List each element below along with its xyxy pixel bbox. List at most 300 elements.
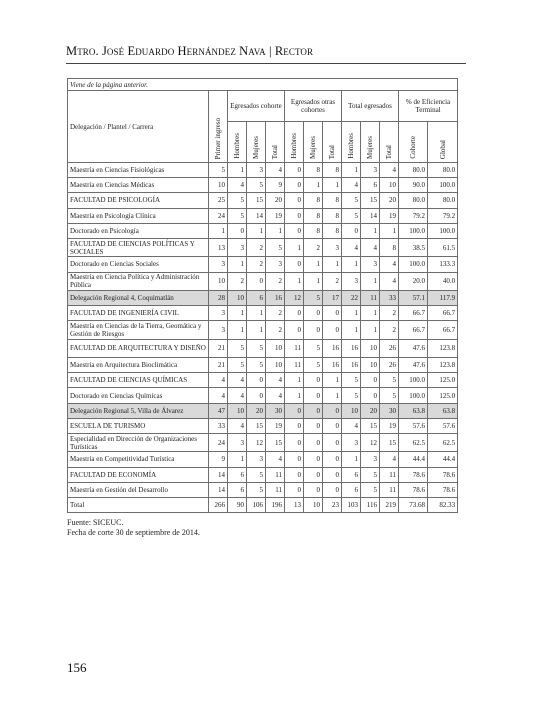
row-value: 5 (342, 388, 361, 403)
row-value: 0 (304, 403, 323, 418)
row-value: 0 (304, 467, 323, 482)
row-value: 4 (228, 373, 247, 388)
row-value: 0 (323, 403, 342, 418)
row-value: 47.6 (399, 358, 428, 373)
row-value: 8 (304, 163, 323, 178)
row-value: 5 (247, 178, 266, 193)
row-label: FACULTAD DE CIENCIAS QUÍMICAS (68, 373, 209, 388)
row-value: 5 (342, 373, 361, 388)
row-label: Maestría en Competitividad Turística (68, 452, 209, 467)
row-value: 5 (247, 358, 266, 373)
row-value: 80.0 (428, 163, 458, 178)
row-value: 116 (361, 497, 380, 512)
row-value: 90 (228, 497, 247, 512)
table-row (68, 467, 458, 482)
row-value: 26 (380, 339, 399, 357)
row-value: 0 (285, 193, 304, 208)
row-value: 57.6 (399, 418, 428, 433)
row-value: 5 (228, 193, 247, 208)
row-value: 0 (285, 403, 304, 418)
row-value: 30 (380, 403, 399, 418)
row-value: 61.5 (428, 238, 458, 256)
graduates-table (67, 78, 458, 513)
row-value: 0 (247, 272, 266, 290)
row-value: 5 (209, 163, 228, 178)
row-value: 196 (266, 497, 285, 512)
row-value: 1 (228, 452, 247, 467)
row-value: 5 (342, 193, 361, 208)
row-value: 0 (342, 223, 361, 238)
row-value: 1 (228, 257, 247, 272)
row-value: 0 (247, 373, 266, 388)
row-value: 0 (285, 321, 304, 339)
row-value: 10 (361, 358, 380, 373)
row-value: 15 (361, 193, 380, 208)
row-value: 4 (380, 163, 399, 178)
row-label: Doctorado en Ciencias Químicas (68, 388, 209, 403)
row-label: Especialidad en Dirección de Organizaciones Turísticas (68, 434, 209, 452)
row-value: 66.7 (399, 306, 428, 321)
row-value: 44.4 (399, 452, 428, 467)
row-value: 4 (380, 272, 399, 290)
row-value: 1 (304, 272, 323, 290)
header-egresados-otras: Egresados otras cohortes (285, 91, 342, 122)
row-value: 10 (228, 290, 247, 305)
row-value: 63.8 (399, 403, 428, 418)
row-label: ESCUELA DE TURISMO (68, 418, 209, 433)
row-value: 80.0 (399, 163, 428, 178)
row-value: 2 (380, 306, 399, 321)
row-value: 13 (285, 497, 304, 512)
row-value: 4 (209, 388, 228, 403)
row-value: 1 (342, 321, 361, 339)
row-value: 12 (285, 290, 304, 305)
row-value: 0 (285, 418, 304, 433)
row-value: 10 (266, 358, 285, 373)
row-value: 2 (247, 257, 266, 272)
row-value: 2 (247, 238, 266, 256)
row-value: 1 (323, 373, 342, 388)
row-value: 21 (209, 358, 228, 373)
row-value: 14 (209, 467, 228, 482)
row-value: 38.5 (399, 238, 428, 256)
row-value: 1 (342, 452, 361, 467)
row-value: 11 (266, 467, 285, 482)
row-value: 20 (247, 403, 266, 418)
header-hombres: Hombres (228, 122, 247, 163)
row-value: 1 (361, 306, 380, 321)
row-value: 14 (361, 208, 380, 223)
row-value: 5 (361, 482, 380, 497)
row-label: FACULTAD DE ECONOMÍA (68, 467, 209, 482)
row-value: 1 (304, 178, 323, 193)
row-value: 1 (209, 223, 228, 238)
row-value: 17 (323, 290, 342, 305)
row-value: 23 (323, 497, 342, 512)
row-value: 6 (361, 178, 380, 193)
row-label: Delegación Regional 4, Coquimatlán (68, 290, 209, 305)
row-value: 1 (228, 163, 247, 178)
row-value: 0 (361, 388, 380, 403)
row-value: 100.0 (399, 388, 428, 403)
row-value: 123.8 (428, 339, 458, 357)
row-label: Total (68, 497, 209, 512)
row-value: 1 (228, 306, 247, 321)
row-value: 10 (342, 403, 361, 418)
row-value: 0 (285, 467, 304, 482)
row-value: 40.0 (428, 272, 458, 290)
row-value: 1 (266, 223, 285, 238)
row-value: 1 (285, 388, 304, 403)
row-value: 10 (361, 339, 380, 357)
row-value: 24 (209, 208, 228, 223)
row-value: 1 (323, 257, 342, 272)
table-row (68, 178, 458, 193)
header-global: Global (428, 122, 458, 163)
row-value: 5 (342, 208, 361, 223)
row-value: 4 (342, 178, 361, 193)
header-hombres: Hombres (342, 122, 361, 163)
header-primer-ingreso: Primer ingreso (209, 91, 228, 163)
row-value: 3 (209, 321, 228, 339)
row-value: 0 (285, 434, 304, 452)
row-label: FACULTAD DE PSICOLOGÍA (68, 193, 209, 208)
row-value: 0 (285, 223, 304, 238)
row-value: 103 (342, 497, 361, 512)
table-row (68, 163, 458, 178)
row-value: 4 (342, 238, 361, 256)
table-row (68, 418, 458, 433)
row-label: FACULTAD DE CIENCIAS POLÍTICAS Y SOCIALES (68, 238, 209, 256)
table-body (68, 163, 458, 513)
table-row (68, 193, 458, 208)
header-egresados-cohorte: Egresados cohorte (228, 91, 285, 122)
row-value: 0 (285, 163, 304, 178)
row-value: 0 (285, 208, 304, 223)
row-value: 100.0 (428, 223, 458, 238)
row-value: 4 (266, 373, 285, 388)
row-value: 15 (266, 434, 285, 452)
row-value: 5 (361, 467, 380, 482)
row-value: 0 (304, 482, 323, 497)
header-rule (66, 63, 466, 64)
table-row (68, 373, 458, 388)
row-value: 16 (323, 358, 342, 373)
row-value: 0 (285, 482, 304, 497)
row-value: 4 (342, 418, 361, 433)
row-value: 3 (266, 257, 285, 272)
row-value: 5 (304, 339, 323, 357)
row-value: 10 (266, 339, 285, 357)
row-value: 1 (342, 163, 361, 178)
row-value: 3 (323, 238, 342, 256)
row-value: 12 (247, 434, 266, 452)
row-value: 5 (228, 339, 247, 357)
row-label: Delegación Regional 5, Villa de Álvarez (68, 403, 209, 418)
row-value: 2 (228, 272, 247, 290)
row-value: 10 (380, 178, 399, 193)
row-value: 1 (247, 223, 266, 238)
header-total: Total (266, 122, 285, 163)
table-row (68, 257, 458, 272)
row-value: 3 (342, 434, 361, 452)
row-value: 80.0 (399, 193, 428, 208)
row-value: 0 (304, 452, 323, 467)
table-row (68, 208, 458, 223)
row-label: Maestría en Arquitectura Bioclimática (68, 358, 209, 373)
row-value: 11 (285, 358, 304, 373)
row-value: 10 (228, 403, 247, 418)
row-value: 3 (361, 257, 380, 272)
row-value: 66.7 (399, 321, 428, 339)
row-value: 21 (209, 339, 228, 357)
row-value: 0 (304, 434, 323, 452)
delegacion-row (68, 290, 458, 305)
row-value: 125.0 (428, 373, 458, 388)
row-value: 8 (304, 223, 323, 238)
row-value: 20 (266, 193, 285, 208)
row-value: 0 (323, 434, 342, 452)
table-row (68, 358, 458, 373)
row-value: 0 (285, 306, 304, 321)
row-value: 19 (380, 208, 399, 223)
header-eficiencia: % de Eficiencia Terminal (399, 91, 458, 122)
row-value: 11 (285, 339, 304, 357)
running-header: Mtro. José Eduardo Hernández Nava | Rector (66, 44, 314, 58)
row-value: 10 (304, 497, 323, 512)
row-value: 9 (266, 178, 285, 193)
row-value: 26 (380, 358, 399, 373)
row-value: 0 (304, 306, 323, 321)
row-value: 78.6 (399, 467, 428, 482)
row-value: 2 (323, 272, 342, 290)
row-value: 14 (247, 208, 266, 223)
row-value: 78.6 (399, 482, 428, 497)
row-value: 2 (380, 321, 399, 339)
row-value: 82.33 (428, 497, 458, 512)
row-value: 1 (247, 306, 266, 321)
row-label: Maestría en Ciencia Política y Administración Pública (68, 272, 209, 290)
row-value: 1 (228, 321, 247, 339)
row-value: 3 (209, 257, 228, 272)
row-value: 5 (247, 339, 266, 357)
row-value: 100.0 (428, 178, 458, 193)
row-value: 66.7 (428, 306, 458, 321)
row-value: 25 (209, 193, 228, 208)
row-label: Maestría en Ciencias de la Tierra, Geomática y Gestión de Riesgos (68, 321, 209, 339)
row-value: 6 (342, 482, 361, 497)
table-row (68, 306, 458, 321)
row-value: 6 (228, 482, 247, 497)
table-row (68, 238, 458, 256)
row-value: 3 (228, 434, 247, 452)
row-value: 1 (247, 321, 266, 339)
row-value: 1 (361, 223, 380, 238)
row-value: 8 (380, 238, 399, 256)
row-value: 0 (361, 373, 380, 388)
row-value: 30 (266, 403, 285, 418)
row-value: 16 (342, 339, 361, 357)
row-value: 63.8 (428, 403, 458, 418)
row-value: 8 (323, 193, 342, 208)
row-value: 80.0 (428, 193, 458, 208)
row-value: 10 (209, 178, 228, 193)
row-value: 0 (323, 321, 342, 339)
row-value: 15 (380, 434, 399, 452)
row-value: 133.3 (428, 257, 458, 272)
header-mujeres: Mujeres (361, 122, 380, 163)
page-number: 156 (67, 660, 87, 675)
row-value: 0 (247, 388, 266, 403)
row-value: 266 (209, 497, 228, 512)
table-row (68, 388, 458, 403)
row-value: 100.0 (399, 223, 428, 238)
row-value: 15 (247, 193, 266, 208)
table-row (68, 223, 458, 238)
row-value: 11 (380, 482, 399, 497)
row-value: 3 (209, 306, 228, 321)
header-delegacion: Delegación / Plantel / Carrera (68, 91, 209, 163)
row-value: 0 (323, 418, 342, 433)
row-value: 4 (209, 373, 228, 388)
row-value: 1 (342, 257, 361, 272)
row-value: 0 (304, 321, 323, 339)
row-value: 5 (380, 373, 399, 388)
row-value: 19 (380, 418, 399, 433)
row-value: 3 (361, 452, 380, 467)
row-value: 15 (361, 418, 380, 433)
row-value: 20.0 (399, 272, 428, 290)
row-value: 8 (304, 193, 323, 208)
table-row (68, 434, 458, 452)
row-value: 79.2 (428, 208, 458, 223)
row-value: 123.8 (428, 358, 458, 373)
row-value: 8 (323, 223, 342, 238)
header-total: Total (323, 122, 342, 163)
row-value: 100.0 (399, 257, 428, 272)
row-value: 0 (285, 452, 304, 467)
row-value: 4 (228, 388, 247, 403)
row-value: 6 (247, 290, 266, 305)
row-value: 73.68 (399, 497, 428, 512)
row-value: 125.0 (428, 388, 458, 403)
source-note: Fuente: SICEUC. (67, 518, 124, 527)
row-value: 1 (323, 178, 342, 193)
row-value: 1 (285, 373, 304, 388)
row-value: 5 (304, 358, 323, 373)
row-value: 1 (285, 272, 304, 290)
row-value: 5 (247, 467, 266, 482)
row-value: 19 (266, 208, 285, 223)
row-value: 3 (228, 238, 247, 256)
row-value: 12 (361, 434, 380, 452)
row-value: 2 (266, 321, 285, 339)
row-value: 3 (247, 163, 266, 178)
row-label: FACULTAD DE INGENIERÍA CIVIL (68, 306, 209, 321)
row-value: 0 (304, 418, 323, 433)
row-label: Doctorado en Ciencias Sociales (68, 257, 209, 272)
row-value: 0 (323, 467, 342, 482)
row-value: 100.0 (399, 373, 428, 388)
row-value: 8 (304, 208, 323, 223)
row-label: FACULTAD DE ARQUITECTURA Y DISEÑO (68, 339, 209, 357)
row-value: 33 (380, 290, 399, 305)
delegacion-row (68, 403, 458, 418)
row-value: 5 (380, 388, 399, 403)
header-mujeres: Mujeres (247, 122, 266, 163)
row-value: 0 (323, 452, 342, 467)
row-value: 106 (247, 497, 266, 512)
row-value: 19 (266, 418, 285, 433)
table-row (68, 452, 458, 467)
row-value: 9 (209, 452, 228, 467)
row-value: 4 (228, 418, 247, 433)
row-value: 22 (342, 290, 361, 305)
row-value: 47.6 (399, 339, 428, 357)
row-value: 5 (304, 290, 323, 305)
row-value: 11 (266, 482, 285, 497)
row-value: 0 (228, 223, 247, 238)
row-value: 6 (228, 467, 247, 482)
row-label: Maestría en Gestión del Desarrollo (68, 482, 209, 497)
row-value: 4 (266, 388, 285, 403)
table-row (68, 321, 458, 339)
row-value: 57.1 (399, 290, 428, 305)
row-value: 117.9 (428, 290, 458, 305)
header-total: Total (380, 122, 399, 163)
row-label: Maestría en Ciencias Médicas (68, 178, 209, 193)
table-row (68, 272, 458, 290)
row-value: 4 (266, 452, 285, 467)
row-value: 20 (361, 403, 380, 418)
row-value: 0 (285, 178, 304, 193)
row-value: 15 (247, 418, 266, 433)
row-value: 0 (285, 257, 304, 272)
table-row (68, 339, 458, 357)
row-value: 2 (266, 306, 285, 321)
row-value: 0 (323, 482, 342, 497)
row-value: 1 (361, 272, 380, 290)
row-value: 1 (285, 238, 304, 256)
row-value: 4 (228, 178, 247, 193)
row-value: 4 (266, 163, 285, 178)
row-value: 0 (304, 388, 323, 403)
row-value: 4 (380, 257, 399, 272)
row-value: 16 (266, 290, 285, 305)
row-value: 0 (323, 306, 342, 321)
row-value: 14 (209, 482, 228, 497)
row-label: Maestría en Ciencias Fisiológicas (68, 163, 209, 178)
table-row (68, 482, 458, 497)
continued-note: Viene de la página anterior. (68, 79, 458, 91)
row-value: 5 (228, 208, 247, 223)
row-value: 1 (304, 257, 323, 272)
row-value: 28 (209, 290, 228, 305)
row-value: 79.2 (399, 208, 428, 223)
row-value: 1 (361, 321, 380, 339)
row-value: 62.5 (399, 434, 428, 452)
row-value: 8 (323, 163, 342, 178)
row-value: 44.4 (428, 452, 458, 467)
row-value: 11 (380, 467, 399, 482)
row-value: 20 (380, 193, 399, 208)
row-value: 62.5 (428, 434, 458, 452)
row-value: 3 (247, 452, 266, 467)
row-value: 78.6 (428, 467, 458, 482)
total-row (68, 497, 458, 512)
row-value: 2 (266, 272, 285, 290)
row-value: 219 (380, 497, 399, 512)
